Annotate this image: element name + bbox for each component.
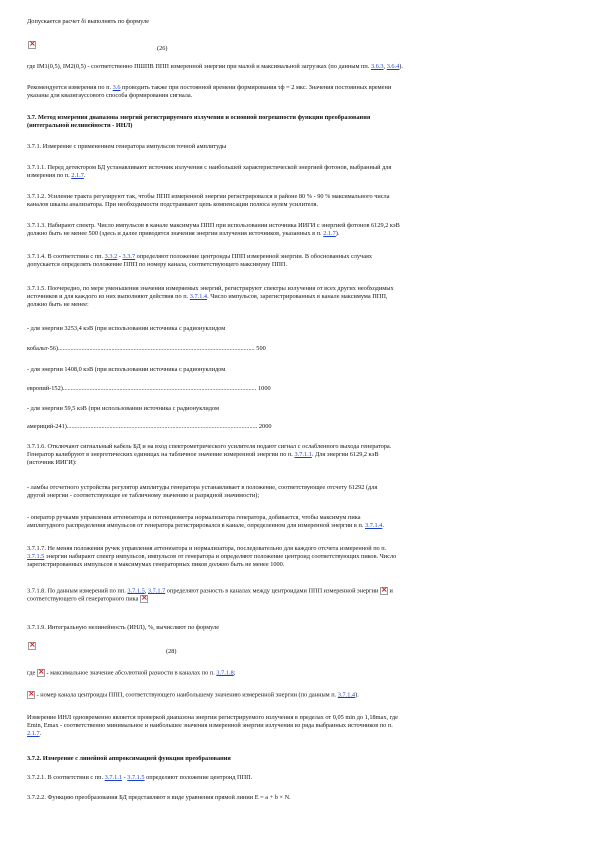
link-3-7-1-4[interactable]: 3.7.1.4 xyxy=(337,691,356,699)
paragraph-3-7-1-4: 3.7.1.4. В соответствии с пп. 3.3.2 - 3.3.7 определяют положение центроиды ППП измеренной энергии. В обоснованных случаях допускается определять положение ППП по номеру канала, соответствующего максимуму ППП. xyxy=(27,253,373,268)
link-3-7-1-1[interactable]: 3.7.1.1 xyxy=(104,774,122,781)
link-3-7-1-5[interactable]: 3.7.1.5 xyxy=(127,774,145,781)
paragraph-3-7-1: 3.7.1. Измерение с применением генератора импульсов точной амплитуды xyxy=(27,143,227,150)
link-3-7-1-4[interactable]: 3.7.1.4 xyxy=(365,521,383,529)
paragraph-where-channel: × - номер канала центроиды ППП, соответствующего наибольшему значению измеренной энергии (по данным п. 3.7.1.4). xyxy=(27,691,572,699)
paragraph-formula-intro: Допускается расчет δi выполнять по формуле xyxy=(27,18,150,25)
paragraph-3-7-1-6: 3.7.1.6. Отключают сигнальный кабель БД и на вход спектрометрического усилителя подают сигнал с ослабленного выхода генератора. Генератор калибруют в энергетических единицах на табличное значение измеренной энергии по п. 3.7.1.1. Для энергии 6129,2 кэВ (источник ИИГИ): xyxy=(27,443,392,466)
list-item-energy-59: - для энергии 59,5 кэВ (при использовании источника с радионуклидом xyxy=(27,405,219,412)
broken-image-icon xyxy=(37,669,45,677)
paragraph-where-im: где IМ1(0,5), IМ2(0,5) - соответственно ПШПВ ППП измеренной энергии при малой и максимальной загрузках (по данным пп. 3.6.3, 3.6.4). xyxy=(27,63,403,70)
paragraph-inl-range: Измерение ИНЛ одновременно является проверкой диапазона энергии регистрируемого излучения в пределах от 0,05 min до 1,18max, где Emin, Emax - соответственно минимальное и наибольшее значения измеренной энергии излучения из ряда выбранных источников по п. 2.1.7. xyxy=(27,714,398,737)
paragraph-where-max-diff: где × - максимальное значение абсолютной разности в каналах по п. 3.7.1.8; xyxy=(27,669,572,677)
bullet-operator-attenuator: - оператор ручками управления аттенюатора и потенциометра нормализатора генератора, добивается, чтобы максимум пика амплитудного распределения импульсов от генератора регистрировался в канале, определенном для измеренной энергии в п. 3.7.1.4. xyxy=(27,514,384,529)
link-3-7-1-1[interactable]: 3.7.1.1 xyxy=(294,450,312,458)
list-item-energy-1408: - для энергии 1408,0 кэВ (при использовании источника с радионуклидом xyxy=(27,366,226,373)
paragraph-3-7-2-2: 3.7.2.2. Функцию преобразования БД представляют в виде уравнения прямой линии Е = a + b × N. xyxy=(27,794,291,801)
bullet-generator-amplitude: - ламбы отсчетного устройства регулятор амплитуды генератора устанавливает в положение, соответствующее отсчету 61292 (для другой энергии - соответствующее ее табличному значению и разрядной значимости); xyxy=(27,484,378,499)
list-item-energy-59-value: америций-241)......................................................................................................................... 2000 xyxy=(27,423,272,430)
paragraph-recommend: Рекомендуется измерения по п. 3.6 проводить также при постоянной времени формирования τф = 2 мкс. Значения постоянных времени указаны для квазигауссового способа формирования сигнала. xyxy=(27,84,392,99)
section-heading-3-7: 3.7. Метод измерения диапазона энергий регистрируемого излучения и основной погрешности функции преобразования (интегральной нелинейности - ИНЛ) xyxy=(27,114,371,129)
paragraph-3-7-1-1: 3.7.1.1. Перед детектором БД устанавливают источник излучения с наибольшей характеристической энергией фотонов, выбранный для измерения по п. 2.1.7. xyxy=(27,164,392,179)
broken-image-icon xyxy=(27,691,35,699)
link-3-6[interactable]: 3.6 xyxy=(112,84,121,91)
paragraph-3-7-1-5: 3.7.1.5. Поочередно, по мере уменьшения значения измеряемых энергий, регистрируют спектры излучения от всех других необходимых источников и для каждого из них выполняют действия по п. 3.7.1.4. Число импульсов, зарегистрированных в канале максимума ППП, должно быть не менее: xyxy=(27,285,394,308)
broken-image-icon xyxy=(28,642,36,650)
paragraph-3-7-1-9: 3.7.1.9. Интегральную нелинейность (ИНЛ), %, вычисляют по формуле xyxy=(27,624,219,631)
paragraph-3-7-1-3: 3.7.1.3. Набирают спектр. Число импульсов в канале максимума ППП при использовании источника ИИГИ с энергией фотонов 6129,2 кэВ должно быть не менее 500 (здесь и далее приводятся значения энергии излучения источников, указанных в п. 2.1.7). xyxy=(27,222,400,237)
paragraph-3-7-1-8: 3.7.1.8. По данным измерений по пп. 3.7.1.5, 3.7.1.7 определяют разность в каналах между центроидами ППП измеренной энергии × и соответствующего ей генераторного пика × xyxy=(27,587,572,604)
broken-image-icon xyxy=(28,41,36,49)
formula-28-image xyxy=(28,642,36,650)
list-item-energy-3253-value: кобальт-56)............................................................................................................................. 500 xyxy=(27,345,266,352)
link-2-1-7[interactable]: 2.1.7 xyxy=(27,729,40,737)
broken-image-icon xyxy=(140,595,148,603)
section-heading-3-7-2: 3.7.2. Измерение с линейной аппроксимацией функции преобразования xyxy=(27,755,231,762)
equation-number-28: (28) xyxy=(166,648,177,655)
paragraph-3-7-2-1: 3.7.2.1. В соответствии с пп. 3.7.1.1 - 3.7.1.5 определяют положение центроид ППП. xyxy=(27,774,253,781)
broken-image-icon xyxy=(380,587,388,595)
link-2-1-7[interactable]: 2.1.7 xyxy=(323,229,336,237)
paragraph-3-7-1-7: 3.7.1.7. Не меняя положения ручек управления аттенюатора и нормализатора, последовательно для каждого отсчета измеренной по п. 3.7.1.5 энергии набирают спектр импульсов, импульсов от генератора и определяют положение центроид соответствующих пиков. Число зарегистрированных импульсов в максимумах генераторных пиков должно быть не менее 1000. xyxy=(27,545,397,568)
link-3-7-1-4[interactable]: 3.7.1.4 xyxy=(189,292,208,300)
link-3-3-7[interactable]: 3.3.7 xyxy=(122,253,136,260)
link-3-7-1-5[interactable]: 3.7.1.5 xyxy=(127,587,145,595)
link-3-7-1-5[interactable]: 3.7.1.5 xyxy=(27,552,45,560)
formula-26-image xyxy=(28,41,36,49)
list-item-energy-1408-value: европий-152)........................................................................................................................... 1000 xyxy=(27,385,271,392)
paragraph-3-7-1-2: 3.7.1.2. Усиление тракта регулируют так, чтобы ППП измеренной энергии регистрировался в районе 80 % - 90 % максимального числа каналов шкалы анализатора. При необходимости подстраивают цепь компенсации полюса нулем усилителя. xyxy=(27,193,390,208)
link-3-6-3[interactable]: 3.6.3 xyxy=(370,63,384,70)
link-3-3-2[interactable]: 3.3.2 xyxy=(104,253,118,260)
link-2-1-7[interactable]: 2.1.7 xyxy=(71,171,84,179)
link-3-6-4[interactable]: 3.6.4 xyxy=(386,63,400,70)
equation-number-26: (26) xyxy=(157,45,168,52)
link-3-7-1-8[interactable]: 3.7.1.8 xyxy=(216,669,234,677)
list-item-energy-3253: - для энергии 3253,4 кэВ (при использовании источника с радионуклидом xyxy=(27,325,226,332)
link-3-7-1-7[interactable]: 3.7.1.7 xyxy=(147,587,166,595)
